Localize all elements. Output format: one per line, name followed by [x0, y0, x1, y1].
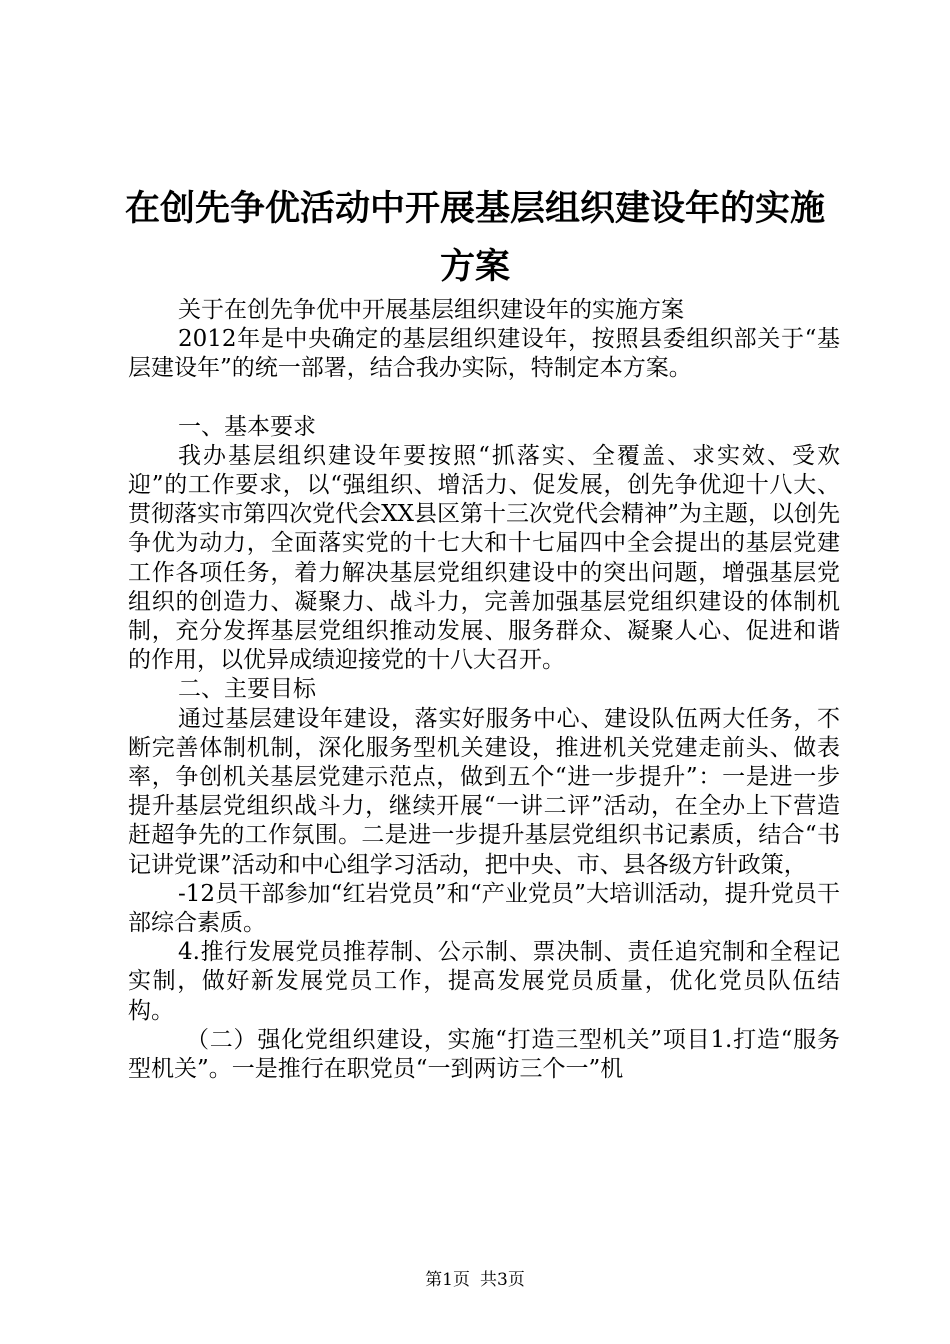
organization-building-paragraph: （二）强化党组织建设，实施“打造三型机关”项目1.打造“服务型机关”。一是推行在职党员“一到两访三个一”机	[128, 1026, 840, 1083]
main-goals-paragraph: 通过基层建设年建设，落实好服务中心、建设队伍两大任务，不断完善体制机制，深化服务型机关建设，推进机关党建走前头、做表率，争创机关基层党建示范点，做到五个“进一步提升”：一是进一步提升基层党组织战斗力，继续开展“一讲二评”活动，在全办上下营造赶超争先的工作氛围。二是进一步提升基层党组织书记素质，结合“书记讲党课”活动和中心组学习活动，把中央、市、县各级方针政策，	[128, 705, 840, 878]
document-title-line-1: 在创先争优活动中开展基层组织建设年的实施	[124, 189, 825, 229]
section-heading-main-goals: 二、主要目标	[178, 676, 316, 703]
page-footer	[0, 1272, 950, 1289]
training-paragraph: -12员干部参加“红岩党员”和“产业党员”大培训活动，提升党员干部综合素质。	[128, 880, 840, 937]
basic-requirements-paragraph: 我办基层组织建设年要按照“抓落实、全覆盖、求实效、受欢迎”的工作要求，以“强组织、增活力、促发展，创先争优迎十八大、贯彻落实市第四次党代会XX县区第十三次党代会精神”为主题，以创先争优为动力，全面落实党的十七大和十七届四中全会提出的基层党建工作各项任务，着力解决基层党组织建设中的突出问题，增强基层党组织的创造力、凝聚力、战斗力，完善加强基层党组织建设的体制机制，充分发挥基层党组织推动发展、服务群众、凝聚人心、促进和谐的作用，以优异成绩迎接党的十八大召开。	[128, 442, 840, 674]
document-body	[128, 296, 840, 1084]
intro-paragraph: 2012年是中央确定的基层组织建设年，按照县委组织部关于“基层建设年”的统一部署，结合我办实际，特制定本方案。	[128, 326, 840, 382]
party-member-development-paragraph: 4.推行发展党员推荐制、公示制、票决制、责任追究制和全程记实制，做好新发展党员工作，提高发展党员质量，优化党员队伍结构。	[128, 939, 840, 1024]
page-total: 共3页	[480, 1270, 525, 1290]
section-heading-basic-requirements: 一、基本要求	[178, 413, 316, 440]
document-title-line-2: 方案	[439, 247, 510, 287]
subtitle-paragraph: 关于在创先争优中开展基层组织建设年的实施方案	[178, 297, 684, 323]
page-number: 第1页	[425, 1270, 470, 1290]
paragraph-spacer	[128, 384, 840, 413]
